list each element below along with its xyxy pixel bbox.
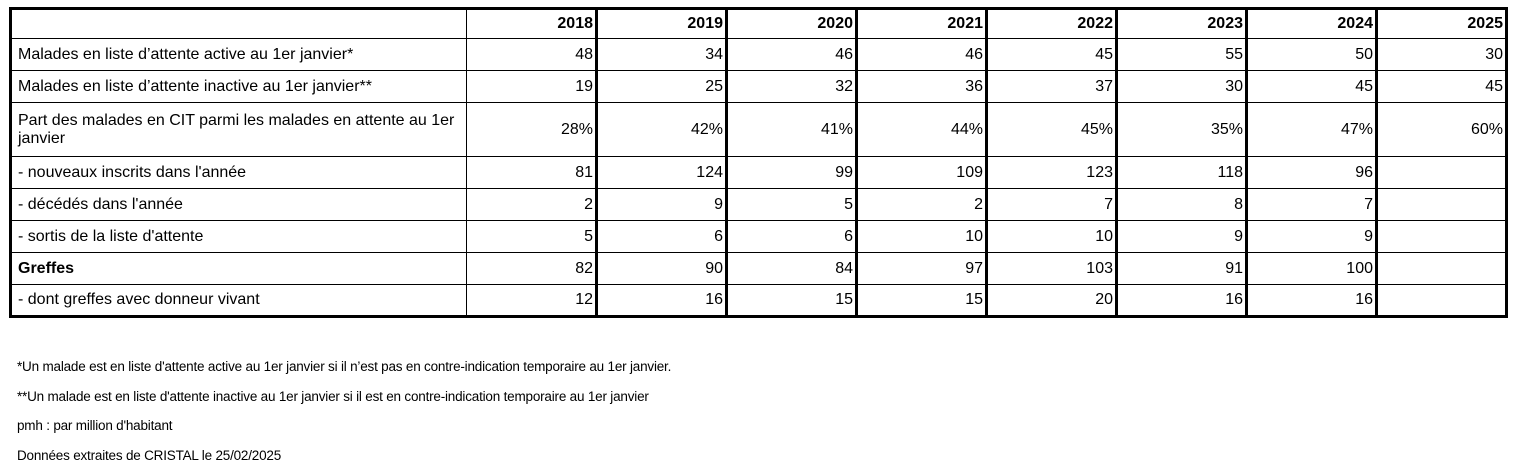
table-row [11,189,1507,221]
table-cell: 2 [467,189,597,221]
table-cell: 46 [727,39,857,71]
table-cell: 100 [1247,253,1377,285]
table-cell [1377,253,1507,285]
table-cell: 124 [597,157,727,189]
table-cell: 97 [857,253,987,285]
waiting-list-table [9,7,1508,318]
row-label: - nouveaux inscrits dans l'année [11,157,467,189]
table-cell: 25 [597,71,727,103]
table-cell: 90 [597,253,727,285]
table-cell: 9 [597,189,727,221]
table-cell: 109 [857,157,987,189]
table-cell: 45 [1247,71,1377,103]
year-header: 2022 [987,9,1117,39]
table-cell: 30 [1117,71,1247,103]
year-header: 2020 [727,9,857,39]
table-row [11,285,1507,317]
footnote-pmh: pmh : par million d'habitant [17,418,173,433]
table-cell: 44% [857,103,987,157]
row-label: - décédés dans l'année [11,189,467,221]
table-cell: 123 [987,157,1117,189]
footnotes [17,352,671,470]
table-cell: 45 [1377,71,1507,103]
table-cell: 103 [987,253,1117,285]
table-cell: 16 [1117,285,1247,317]
year-header: 2019 [597,9,727,39]
table-cell: 7 [1247,189,1377,221]
table-cell: 48 [467,39,597,71]
table-cell: 15 [857,285,987,317]
row-label: Greffes [11,253,467,285]
row-label: Part des malades en CIT parmi les malades en attente au 1er janvier [11,103,467,157]
table-cell [1377,157,1507,189]
table-cell: 41% [727,103,857,157]
table-cell: 91 [1117,253,1247,285]
table-cell: 45 [987,39,1117,71]
table-cell: 5 [727,189,857,221]
table-cell: 16 [597,285,727,317]
table-cell: 19 [467,71,597,103]
header-row [11,9,1507,39]
table-cell: 9 [1117,221,1247,253]
table-cell: 5 [467,221,597,253]
table-row [11,71,1507,103]
table-cell: 55 [1117,39,1247,71]
table-cell: 30 [1377,39,1507,71]
footnote-inactive: **Un malade est en liste d'attente inactive au 1er janvier si il est en contre-indication temporaire au 1er janvier [17,388,649,404]
table-cell: 28% [467,103,597,157]
table-row [11,39,1507,71]
table-cell: 99 [727,157,857,189]
table-cell: 2 [857,189,987,221]
table-cell: 42% [597,103,727,157]
table-cell: 20 [987,285,1117,317]
year-header: 2021 [857,9,987,39]
table-cell: 35% [1117,103,1247,157]
year-header: 2018 [467,9,597,39]
row-label: - sortis de la liste d'attente [11,221,467,253]
year-header: 2025 [1377,9,1507,39]
table-cell: 9 [1247,221,1377,253]
table-cell: 6 [597,221,727,253]
table-row [11,253,1507,285]
table-cell: 82 [467,253,597,285]
year-header: 2024 [1247,9,1377,39]
table-cell: 10 [987,221,1117,253]
table-cell: 81 [467,157,597,189]
footnote-source: Données extraites de CRISTAL le 25/02/2025 [17,447,282,463]
row-label: Malades en liste d’attente inactive au 1er janvier** [11,71,467,103]
table-cell [1377,221,1507,253]
table-cell: 15 [727,285,857,317]
table-cell: 60% [1377,103,1507,157]
table-cell [1377,285,1507,317]
table-cell: 45% [987,103,1117,157]
table-cell: 46 [857,39,987,71]
table-cell: 50 [1247,39,1377,71]
row-label: - dont greffes avec donneur vivant [11,285,467,317]
table-cell: 36 [857,71,987,103]
table-cell: 37 [987,71,1117,103]
table-row [11,221,1507,253]
table-cell: 10 [857,221,987,253]
table-row [11,157,1507,189]
table-cell: 34 [597,39,727,71]
table-cell: 7 [987,189,1117,221]
table-cell: 118 [1117,157,1247,189]
row-label: Malades en liste d’attente active au 1er janvier* [11,39,467,71]
footnote-active: *Un malade est en liste d'attente active au 1er janvier si il n’est pas en contre-indication temporaire au 1er janvier. [17,359,672,374]
table-cell: 84 [727,253,857,285]
table-cell: 6 [727,221,857,253]
header-empty-cell [11,9,467,39]
table-cell [1377,189,1507,221]
table-cell: 96 [1247,157,1377,189]
table-row [11,103,1507,157]
table-cell: 12 [467,285,597,317]
table-cell: 32 [727,71,857,103]
table-cell: 8 [1117,189,1247,221]
table-cell: 47% [1247,103,1377,157]
year-header: 2023 [1117,9,1247,39]
table-cell: 16 [1247,285,1377,317]
